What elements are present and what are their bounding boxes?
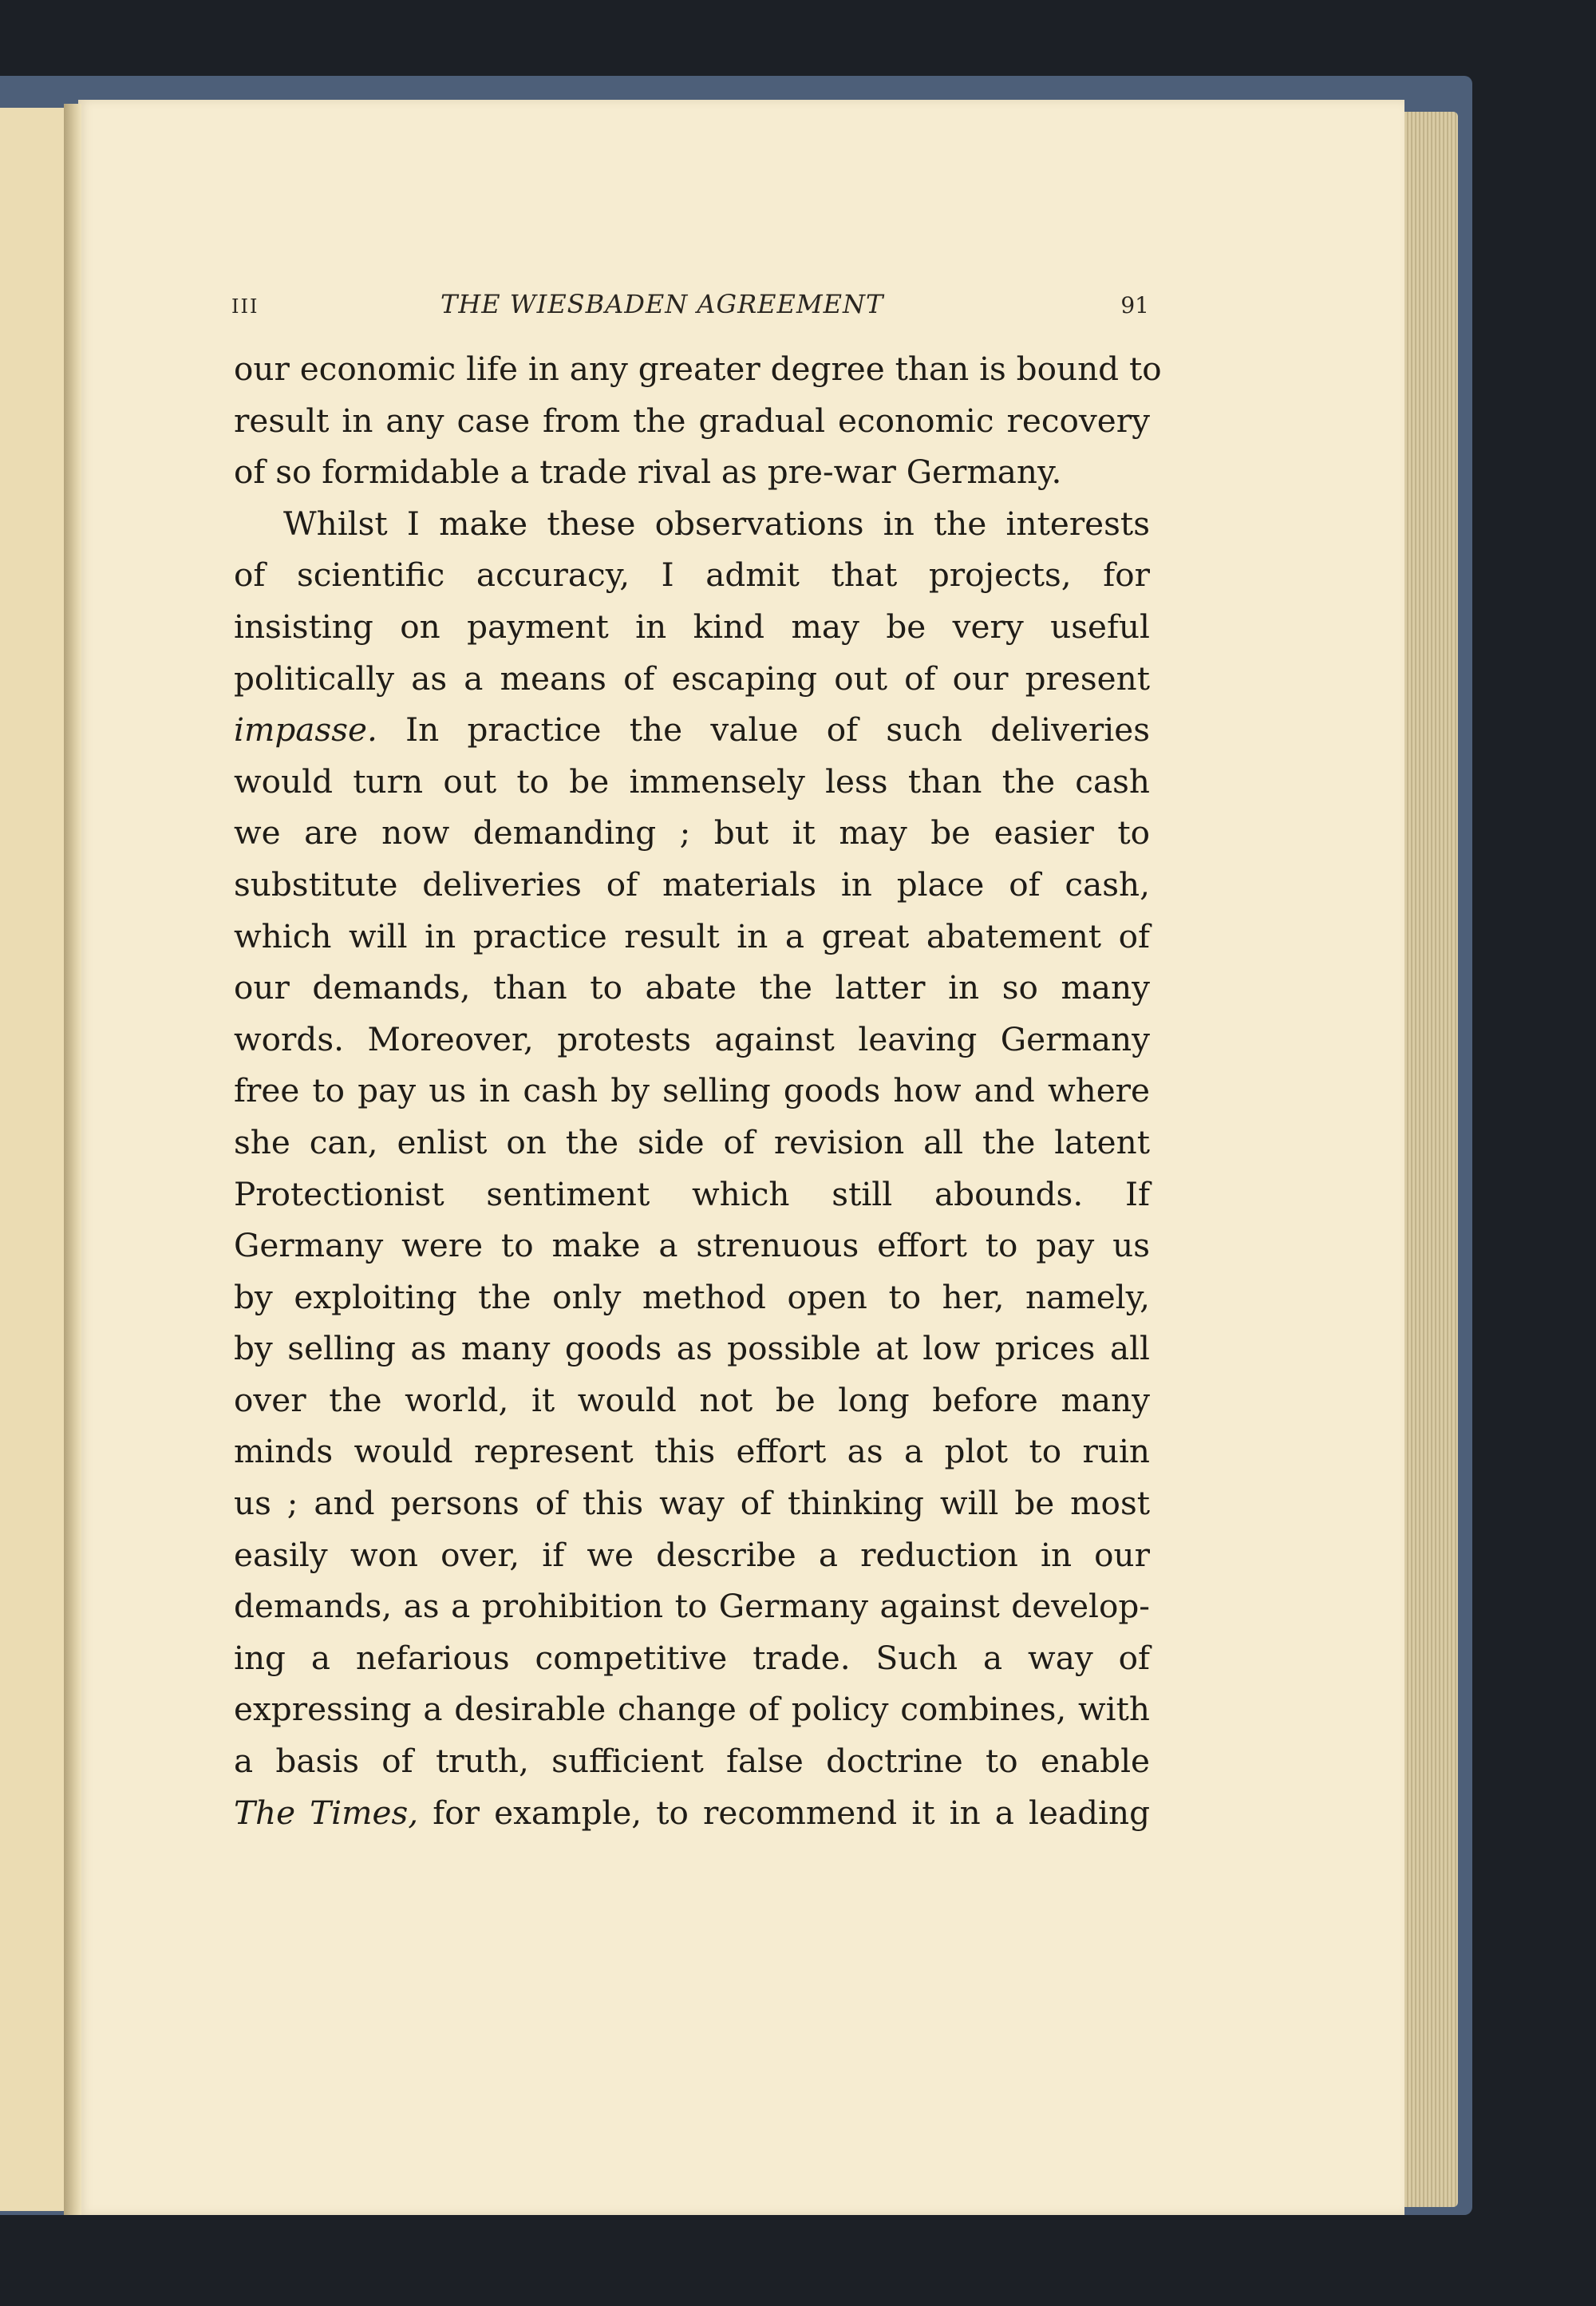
text-line: of scientific accuracy, I admit that projects, for	[234, 556, 1150, 595]
facing-page-edge	[0, 108, 65, 2211]
text-line: our economic life in any greater degree than is bound to	[234, 350, 1162, 388]
text-line: free to pay us in cash by selling goods how and where	[234, 1071, 1150, 1110]
text-line: insisting on payment in kind may be very useful	[234, 607, 1150, 646]
running-title: THE WIESBADEN AGREEMENT	[440, 289, 884, 319]
text-line	[234, 704, 1150, 756]
text-line: over the world, it would not be long before many	[234, 1380, 1150, 1419]
chapter-number: III	[231, 295, 259, 318]
text-line: our demands, than to abate the latter in so many	[234, 968, 1150, 1007]
text-line: which will in practice result in a great abatement of	[234, 916, 1150, 955]
text-line: ing a nefarious competitive trade. Such a way of	[234, 1638, 1150, 1677]
page-number: 91	[1120, 292, 1149, 318]
text-line: substitute deliveries of materials in place of cash,	[234, 864, 1150, 904]
text-line: a basis of truth, sufficient false doctrine to enable	[234, 1742, 1150, 1781]
italic-title: The Times,	[234, 1793, 419, 1832]
italic-word: impasse.	[234, 710, 377, 750]
page-edges	[1400, 112, 1458, 2207]
text-line	[234, 1787, 1150, 1839]
text-line: of so formidable a trade rival as pre-war Germany.	[234, 453, 1062, 492]
running-head	[231, 289, 1149, 321]
text-line: result in any case from the gradual economic recovery	[234, 401, 1150, 440]
text-line-rest: for example, to recommend it in a leading	[418, 1793, 1150, 1832]
text-line: by selling as many goods as possible at low prices all	[234, 1329, 1150, 1368]
text-line: expressing a desirable change of policy combines, with	[234, 1690, 1150, 1729]
text-line: we are now demanding ; but it may be easier to	[234, 813, 1150, 852]
text-line: minds would represent this effort as a plot to ruin	[234, 1432, 1150, 1471]
body-text	[234, 343, 1162, 1838]
text-line: by exploiting the only method open to her, namely,	[234, 1277, 1150, 1316]
text-line: she can, enlist on the side of revision all the latent	[234, 1122, 1150, 1161]
text-line: words. Moreover, protests against leaving Germany	[234, 1019, 1150, 1058]
text-line: Germany were to make a strenuous effort to pay us	[234, 1226, 1150, 1265]
text-line-rest: In practice the value of such deliveries	[377, 710, 1150, 750]
text-line: would turn out to be immensely less than the cash	[234, 761, 1150, 801]
page-gutter	[64, 104, 81, 2215]
text-line: politically as a means of escaping out of our present	[234, 659, 1150, 698]
text-line: Protectionist sentiment which still abounds. If	[234, 1174, 1150, 1213]
text-line: demands, as a prohibition to Germany against develop-	[234, 1587, 1150, 1626]
text-line: us ; and persons of this way of thinking will be most	[234, 1484, 1150, 1523]
text-line: easily won over, if we describe a reduction in our	[234, 1535, 1150, 1574]
text-line: Whilst I make these observations in the interests	[283, 504, 1150, 543]
